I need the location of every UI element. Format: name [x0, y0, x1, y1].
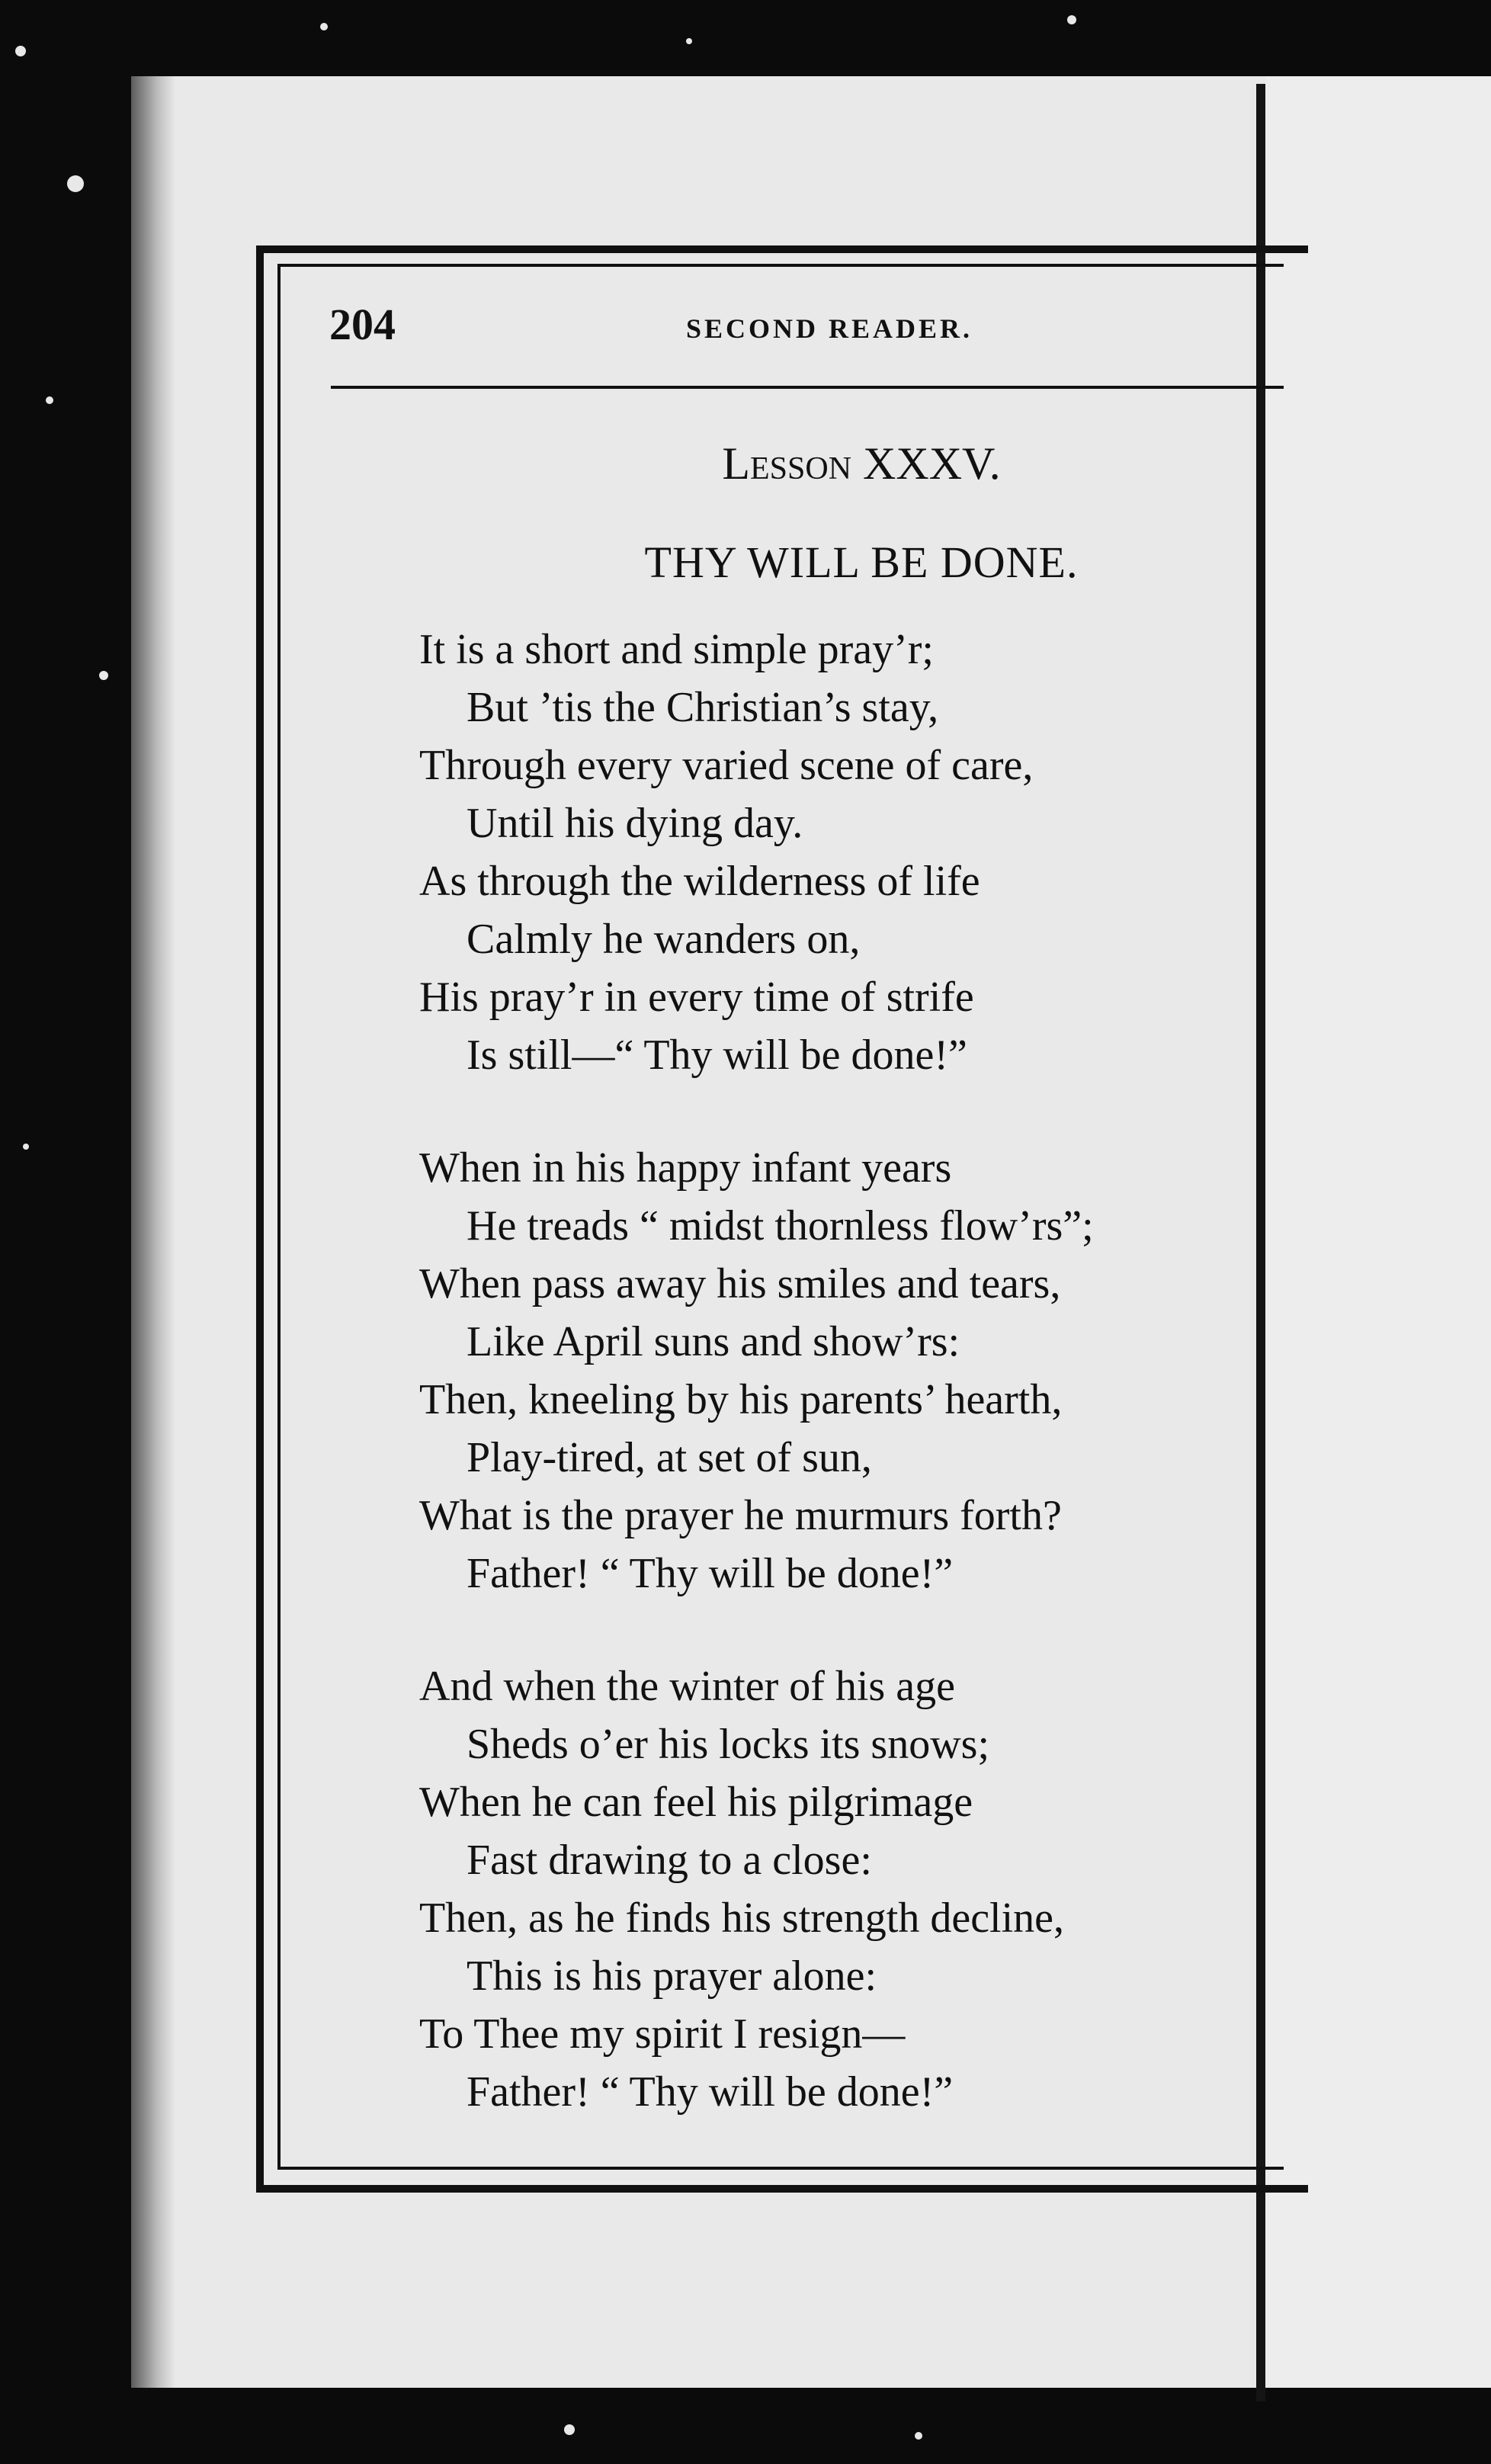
scan-speck [67, 175, 84, 192]
poem-line: To Thee my spirit I resign— [419, 2010, 906, 2058]
poem-line: Father! “ Thy will be done!” [467, 2068, 954, 2116]
poem-line: Then, kneeling by his parents’ hearth, [419, 1376, 1063, 1423]
page-number: 204 [329, 300, 396, 349]
header-rule [331, 386, 1284, 389]
poem-line: But ’tis the Christian’s stay, [467, 684, 939, 731]
scan-speck [564, 2424, 575, 2435]
poem-line: He treads “ midst thornless flow’rs”; [467, 1202, 1094, 1250]
frame-bottom-rule [256, 2185, 1308, 2193]
poem-line: Fast drawing to a close: [467, 1837, 872, 1884]
poem-line: Then, as he finds his strength decline, [419, 1895, 1065, 1942]
running-head: SECOND READER. [686, 313, 973, 344]
poem-line: Play-tired, at set of sun, [467, 1434, 872, 1481]
poem-line: Until his dying day. [467, 800, 803, 847]
poem-line: Calmly he wanders on, [467, 916, 861, 963]
poem-line: Through every varied scene of care, [419, 742, 1034, 789]
poem-title: THY WILL BE DONE. [644, 537, 1079, 587]
poem-line: Father! “ Thy will be done!” [467, 1550, 954, 1597]
poem-line: His pray’r in every time of strife [419, 974, 974, 1021]
lesson-numeral: XXXV. [863, 438, 1001, 489]
scan-speck [46, 396, 53, 404]
poem-line: When pass away his smiles and tears, [419, 1260, 1061, 1307]
poem-line: When he can feel his pilgrimage [419, 1779, 973, 1826]
lesson-heading [0, 438, 1491, 490]
poem-line: Is still—“ Thy will be done!” [467, 1031, 967, 1079]
scan-speck [686, 38, 692, 44]
poem-line: As through the wilderness of life [419, 858, 980, 905]
scan-speck [915, 2432, 922, 2440]
frame-top-rule [256, 245, 1308, 253]
scan-speck [15, 46, 26, 56]
poem-line: Like April suns and show’rs: [467, 1318, 960, 1365]
poem-line: When in his happy infant years [419, 1144, 952, 1192]
gutter-shadow [131, 76, 175, 2388]
scan-speck [99, 671, 108, 680]
poem-line: Sheds o’er his locks its snows; [467, 1721, 989, 1768]
poem-line: What is the prayer he murmurs forth? [419, 1492, 1062, 1539]
scan-speck [320, 23, 328, 30]
poem-line: It is a short and simple pray’r; [419, 626, 934, 673]
poem-line: This is his prayer alone: [467, 1952, 877, 2000]
lesson-label: Lesson [722, 438, 852, 489]
poem-line: And when the winter of his age [419, 1663, 955, 1710]
scan-speck [1067, 15, 1076, 24]
scan-speck [23, 1144, 29, 1150]
